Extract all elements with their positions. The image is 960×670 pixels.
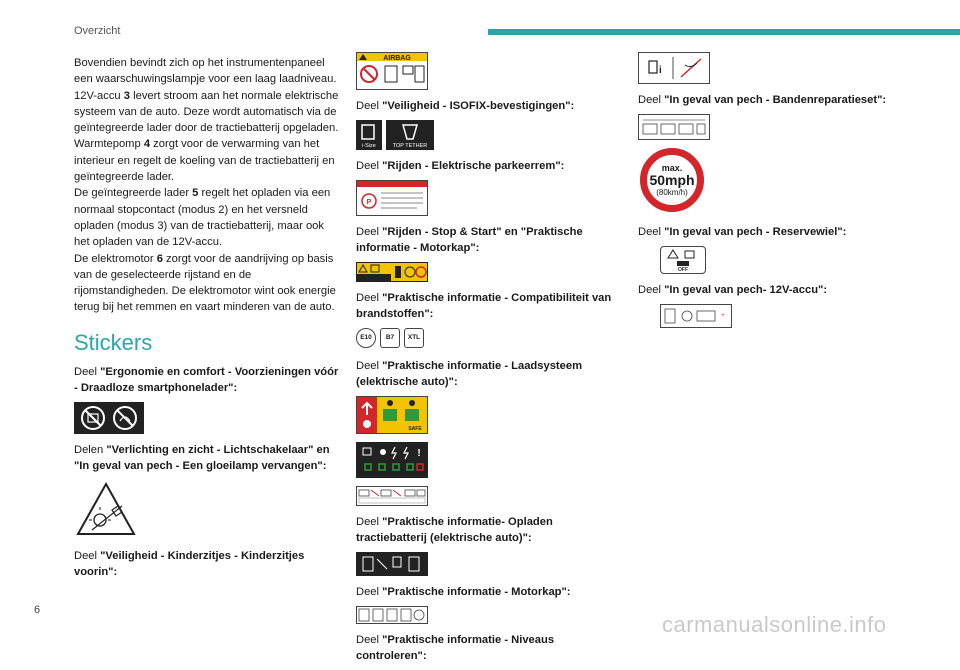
sticker-isize: [356, 120, 382, 150]
fuel-badge-xtl: XTL: [404, 328, 424, 348]
sticker-accu-row: [660, 304, 898, 328]
ref-stop-start: Deel "Rijden - Stop & Start" en "Praktische informatie - Motorkap":: [356, 226, 583, 254]
ref-niveaus: Deel "Praktische informatie - Niveaus controleren":: [356, 634, 555, 662]
sticker-top-tether: [386, 120, 434, 150]
sticker-airbag: [356, 52, 428, 90]
sticker-repair-label: [638, 114, 710, 140]
sticker-charge-status: [356, 442, 428, 478]
sticker-reservewiel-row: [660, 246, 898, 274]
sticker-smartphone: [74, 402, 144, 434]
sticker-parkeerrem-row: [356, 180, 626, 216]
ref-isofix: Deel "Veiligheid - ISOFIX-bevestigingen":: [356, 100, 575, 112]
speed-max: max.: [661, 163, 683, 173]
sticker-laadsysteem-row: [356, 396, 626, 434]
svg-text:+: +: [721, 313, 725, 319]
sticker-stop-start: [356, 262, 428, 282]
ref-parkeerrem: Deel "Rijden - Elektrische parkeerrem":: [356, 160, 565, 172]
sticker-laadsysteem-safe: [356, 396, 428, 434]
sticker-airbag-row: [356, 52, 626, 90]
tether-label: TOP TETHER: [392, 143, 428, 149]
ref-reservewiel: Deel "In geval van pech - Reservewiel":: [638, 226, 847, 238]
motor-paragraph: De elektromotor 6 zorgt voor de aandrijving op basis van de geselecteerde rijstand en de rijomstandigheden. De elektromotor wint ook energie terug bij het remmen en vaart minderen van de auto.: [74, 252, 336, 314]
svg-text:i: i: [659, 65, 662, 76]
sticker-opladen: [356, 552, 428, 576]
watermark: carmanualsonline.info: [662, 612, 887, 637]
sticker-motorkap: [356, 606, 428, 624]
bulb-warning-icon: [74, 480, 138, 540]
fuel-badge-e10: E10: [356, 328, 376, 348]
sticker-isofix-row: [356, 120, 626, 150]
sticker-warnings-strip: [356, 486, 428, 506]
sticker-repairkit-row: [638, 52, 898, 84]
sticker-repairkit: [638, 52, 710, 84]
header-accent-bar: [488, 29, 960, 35]
sticker-opladen-row: [356, 552, 626, 576]
ref-12v-accu: Deel "In geval van pech- 12V-accu":: [638, 284, 828, 296]
sticker-bulb-row: [74, 480, 342, 540]
column-3: [638, 50, 898, 336]
ref-bandenreparatieset: Deel "In geval van pech - Bandenreparatieset":: [638, 94, 887, 106]
ref-brandstoffen: Deel "Praktische informatie - Compatibiliteit van brandstoffen":: [356, 292, 612, 320]
ref-opladen-tractiebatterij: Deel "Praktische informatie- Opladen tractiebatterij (elektrische auto)":: [356, 516, 553, 544]
ref-laadsysteem: Deel "Praktische informatie - Laadsysteem (elektrische auto)":: [356, 360, 583, 388]
speed-kmh: (80km/h): [656, 188, 688, 197]
page-header-section: Overzicht: [74, 25, 121, 37]
svg-text:P: P: [366, 199, 372, 206]
accu-paragraph: 12V-accu 3 levert stroom aan het normale elektrische systeem van de auto. Deze wordt automatisch via de geïntegreerde lader door de tractiebatterij opgeladen.: [74, 89, 339, 135]
ref-motorkap: Deel "Praktische informatie - Motorkap":: [356, 586, 571, 598]
intro-paragraph: Bovendien bevindt zich op het instrumentenpaneel een waarschuwingslampje voor een laag laadniveau.: [74, 57, 337, 86]
column-2: [356, 50, 626, 670]
warmtepomp-paragraph: Warmtepomp 4 zorgt voor de verwarming van het interieur en regelt de koeling van de tractiebatterij en geïntegreerde lader.: [74, 138, 335, 184]
ref-lichtschakelaar: Delen "Verlichting en zicht - Lichtschakelaar" en "In geval van pech - Een gloeilamp vervangen":: [74, 443, 330, 472]
sticker-repair-label-row: [638, 114, 898, 140]
speed-limit-sign: [640, 148, 704, 212]
sticker-smartphone-row: [74, 402, 342, 434]
ref-kinderzitjes: Deel "Veiligheid - Kinderzitjes - Kinderzitjes voorin":: [74, 549, 305, 578]
sticker-parkeerrem: [356, 180, 428, 216]
off-label: OFF: [678, 267, 688, 273]
sticker-reservewiel: [660, 246, 706, 274]
lader-paragraph: De geïntegreerde lader 5 regelt het opladen via een normaal stopcontact (modus 2) en het versneld opladen (modus 3) van de tractiebatterij, maar ook het opladen van de 12V-accu.: [74, 187, 331, 249]
ref-smartphone-charger: Deel "Ergonomie en comfort - Voorzieningen vóór - Draadloze smartphonelader":: [74, 365, 339, 394]
speed-mph: 50mph: [649, 172, 695, 188]
stickers-title: Stickers: [74, 329, 153, 355]
airbag-label: AIRBAG: [383, 55, 411, 62]
sticker-charge-status-row: [356, 442, 626, 478]
svg-text:!: !: [417, 448, 421, 459]
fuel-badge-b7: B7: [380, 328, 400, 348]
isize-label: i-Size: [362, 143, 376, 149]
column-1: [74, 55, 342, 586]
safe-label: SAFE: [408, 426, 422, 432]
sticker-motorkap-row: [356, 606, 626, 624]
fuel-badges-row: [356, 328, 626, 348]
page-number: 6: [34, 604, 41, 616]
sticker-warnings-strip-row: [356, 486, 626, 506]
sticker-accu: [660, 304, 732, 328]
sticker-stopstart-row: [356, 262, 626, 282]
